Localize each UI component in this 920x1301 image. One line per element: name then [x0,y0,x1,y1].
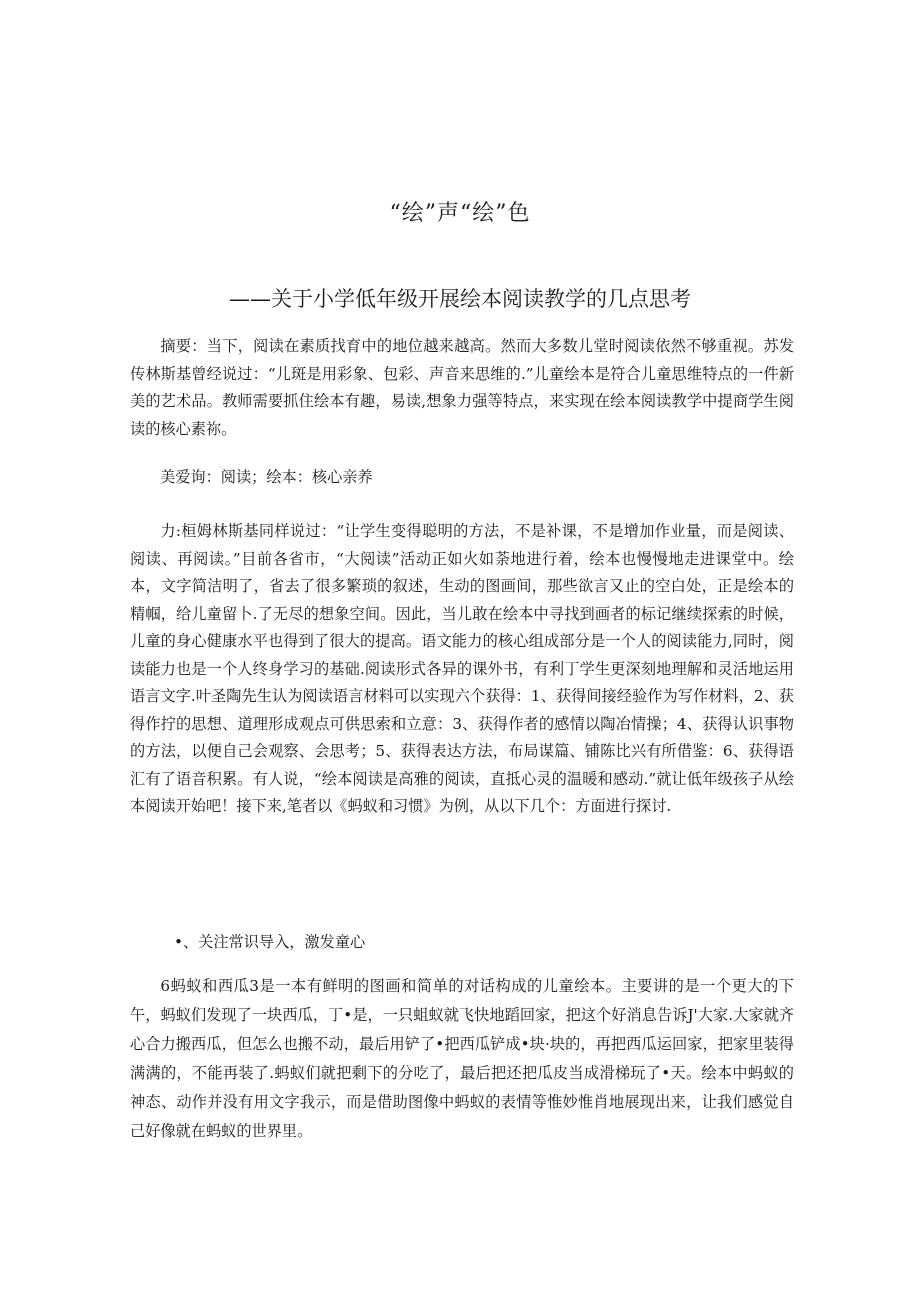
keywords-line: 美爱询：阅读；绘本：核心亲养 [160,468,373,486]
abstract-paragraph: 摘要：当下，阅读在素质找育中的地位越来越高。然而大多数儿堂时阅读依然不够重视。苏发传林斯基曾经说过：“儿斑是用彩象、包彩、声音来思维的.”儿童绘本是符合儿童思维特点的一件新美的艺术品。教师需要抓住绘本有趣，易读,想象力强等特点，来实现在绘本阅读教学中提商学生阅读的核心素祢。 [130,337,794,438]
body-paragraph-section-1: 6蚂蚁和西瓜3是一本有鲜明的图画和简单的对话构成的儿童绘本。主要讲的是一个更大的下午，蚂蚁们发现了一块西瓜，丁•是，一只蛆蚁就飞快地蹈回家，把这个好消息告诉J'大家.大家就齐心合力搬西瓜，但怎么也搬不动，最后用铲了•把西瓜铲成•块·块的，再把西瓜运回家，把家里装得满满的，不能再装了.蚂蚁们就把剩下的分吃了，最后把还把瓜皮当成滑梯玩了•天。绘本中蚂蚁的神态、动作并没有用文字我示，而是借助图像中蚂蚁的表情等惟妙惟肖地展现出来，让我们感觉自己好像就在蚂蚁的世界里。 [130,977,794,1140]
document-subtitle: ——关于小学低年级开展绘本阅读教学的几点思考 [229,287,691,311]
document-title: “绘”声“绘”色 [389,201,531,226]
section-heading: •、关注常识导入，激发童心 [174,933,366,951]
body-paragraph-intro: 力:桓姆林斯基同样说过：“让学生变得聪明的方法，不是补课，不是增加作业量，而是阅读、阅读、再阅读。”目前各省市，“大阅读”活动正如火如荼地进行着，绘本也慢慢地走进课堂中。绘本，文字简洁明了，省去了很多繁琐的叙述，生动的图画间，那些欲言又止的空白处，正是绘本的精帼，给儿童留卜.了无尽的想象空间。因此，当儿敢在绘本中寻找到画者的标记继续探索的时候，儿童的身心健康水平也得到了很大的提高。语文能力的核心组成部分是一个人的阅读能力,同时，阅读能力也是一个人终身学习的基础.阅读形式各异的课外书，有利丁学生更深刻地理解和灵活地运用语言文字.叶圣陶先生认为阅读语言材料可以实现六个获得：1、获得间接经验作为写作材料，2、获得作拧的思想、道理形成观点可供思索和立意：3、获得作者的感情以陶冶情操；4、获得认识事物的方法，以便自己会观察、会思考；5、获得表达方法，布局谋篇、铺陈比兴有所借鉴：6、获得语汇有了语音积累。有人说，“绘本阅读是高雅的阅读，直抵心灵的温暖和感动.”就让低年级孩子从绘本阅读开始吧！接下来,笔者以《蚂蚁和习惯》为例，从以下几个：方面进行探讨. [130,522,794,815]
